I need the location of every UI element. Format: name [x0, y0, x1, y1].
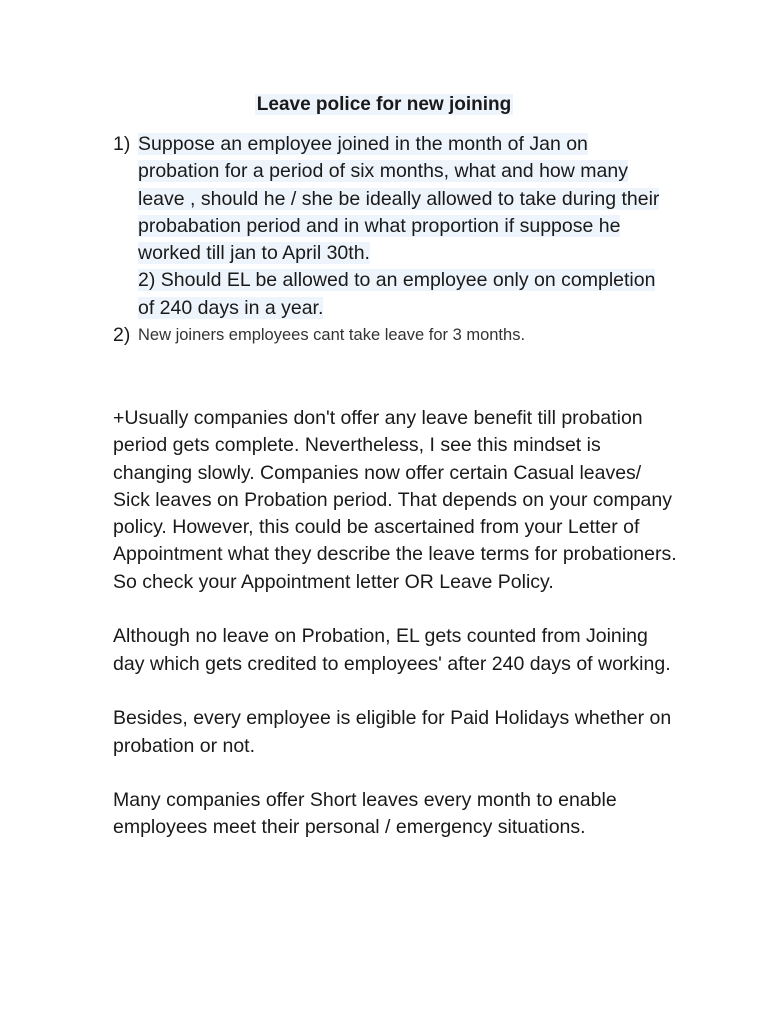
question-line: of 240 days in a year.: [138, 296, 324, 319]
question-line: leave , should he / she be ideally allowed to take during their: [138, 187, 660, 210]
list-item-body: New joiners employees cant take leave for 3 months.: [138, 326, 526, 345]
answer-paragraph: Many companies offer Short leaves every month to enable employees meet their personal / emergency situations.: [113, 789, 617, 839]
question-line: probabation period and in what proportion if suppose he: [138, 214, 621, 237]
list-item-number: 2): [113, 324, 131, 347]
question-line: probation for a period of six months, what and how many: [138, 160, 628, 183]
question-line: 2) Should EL be allowed to an employee only on completion: [138, 269, 656, 292]
document-title-text: Leave police for new joining: [256, 94, 512, 115]
list-item-body: [138, 131, 683, 322]
answer-paragraph: Besides, every employee is eligible for Paid Holidays whether on probation or not.: [113, 707, 672, 757]
answer-paragraphs: [113, 405, 683, 869]
question-list: [113, 131, 683, 349]
question-line: worked till jan to April 30th.: [138, 242, 370, 265]
document-title: [0, 92, 768, 118]
list-item-1: [113, 131, 683, 322]
answer-paragraph: +Usually companies don't offer any leave benefit till probation period gets complete. Nevertheless, I see this mindset is changing slowly. Companies now offer certain Casual leaves/ Sick leaves on Probation period. That depends on your company policy. However, this could be ascertained from your Letter of Appointment what they describe the leave terms for probationers. So check your Appointment letter OR Leave Policy.: [113, 407, 677, 593]
list-item-2: [113, 322, 683, 349]
question-line: Suppose an employee joined in the month of Jan on: [138, 133, 588, 155]
list-item-number: 1): [113, 133, 131, 155]
answer-paragraph: Although no leave on Probation, EL gets counted from Joining day which gets credited to employees' after 240 days of working.: [113, 625, 671, 675]
